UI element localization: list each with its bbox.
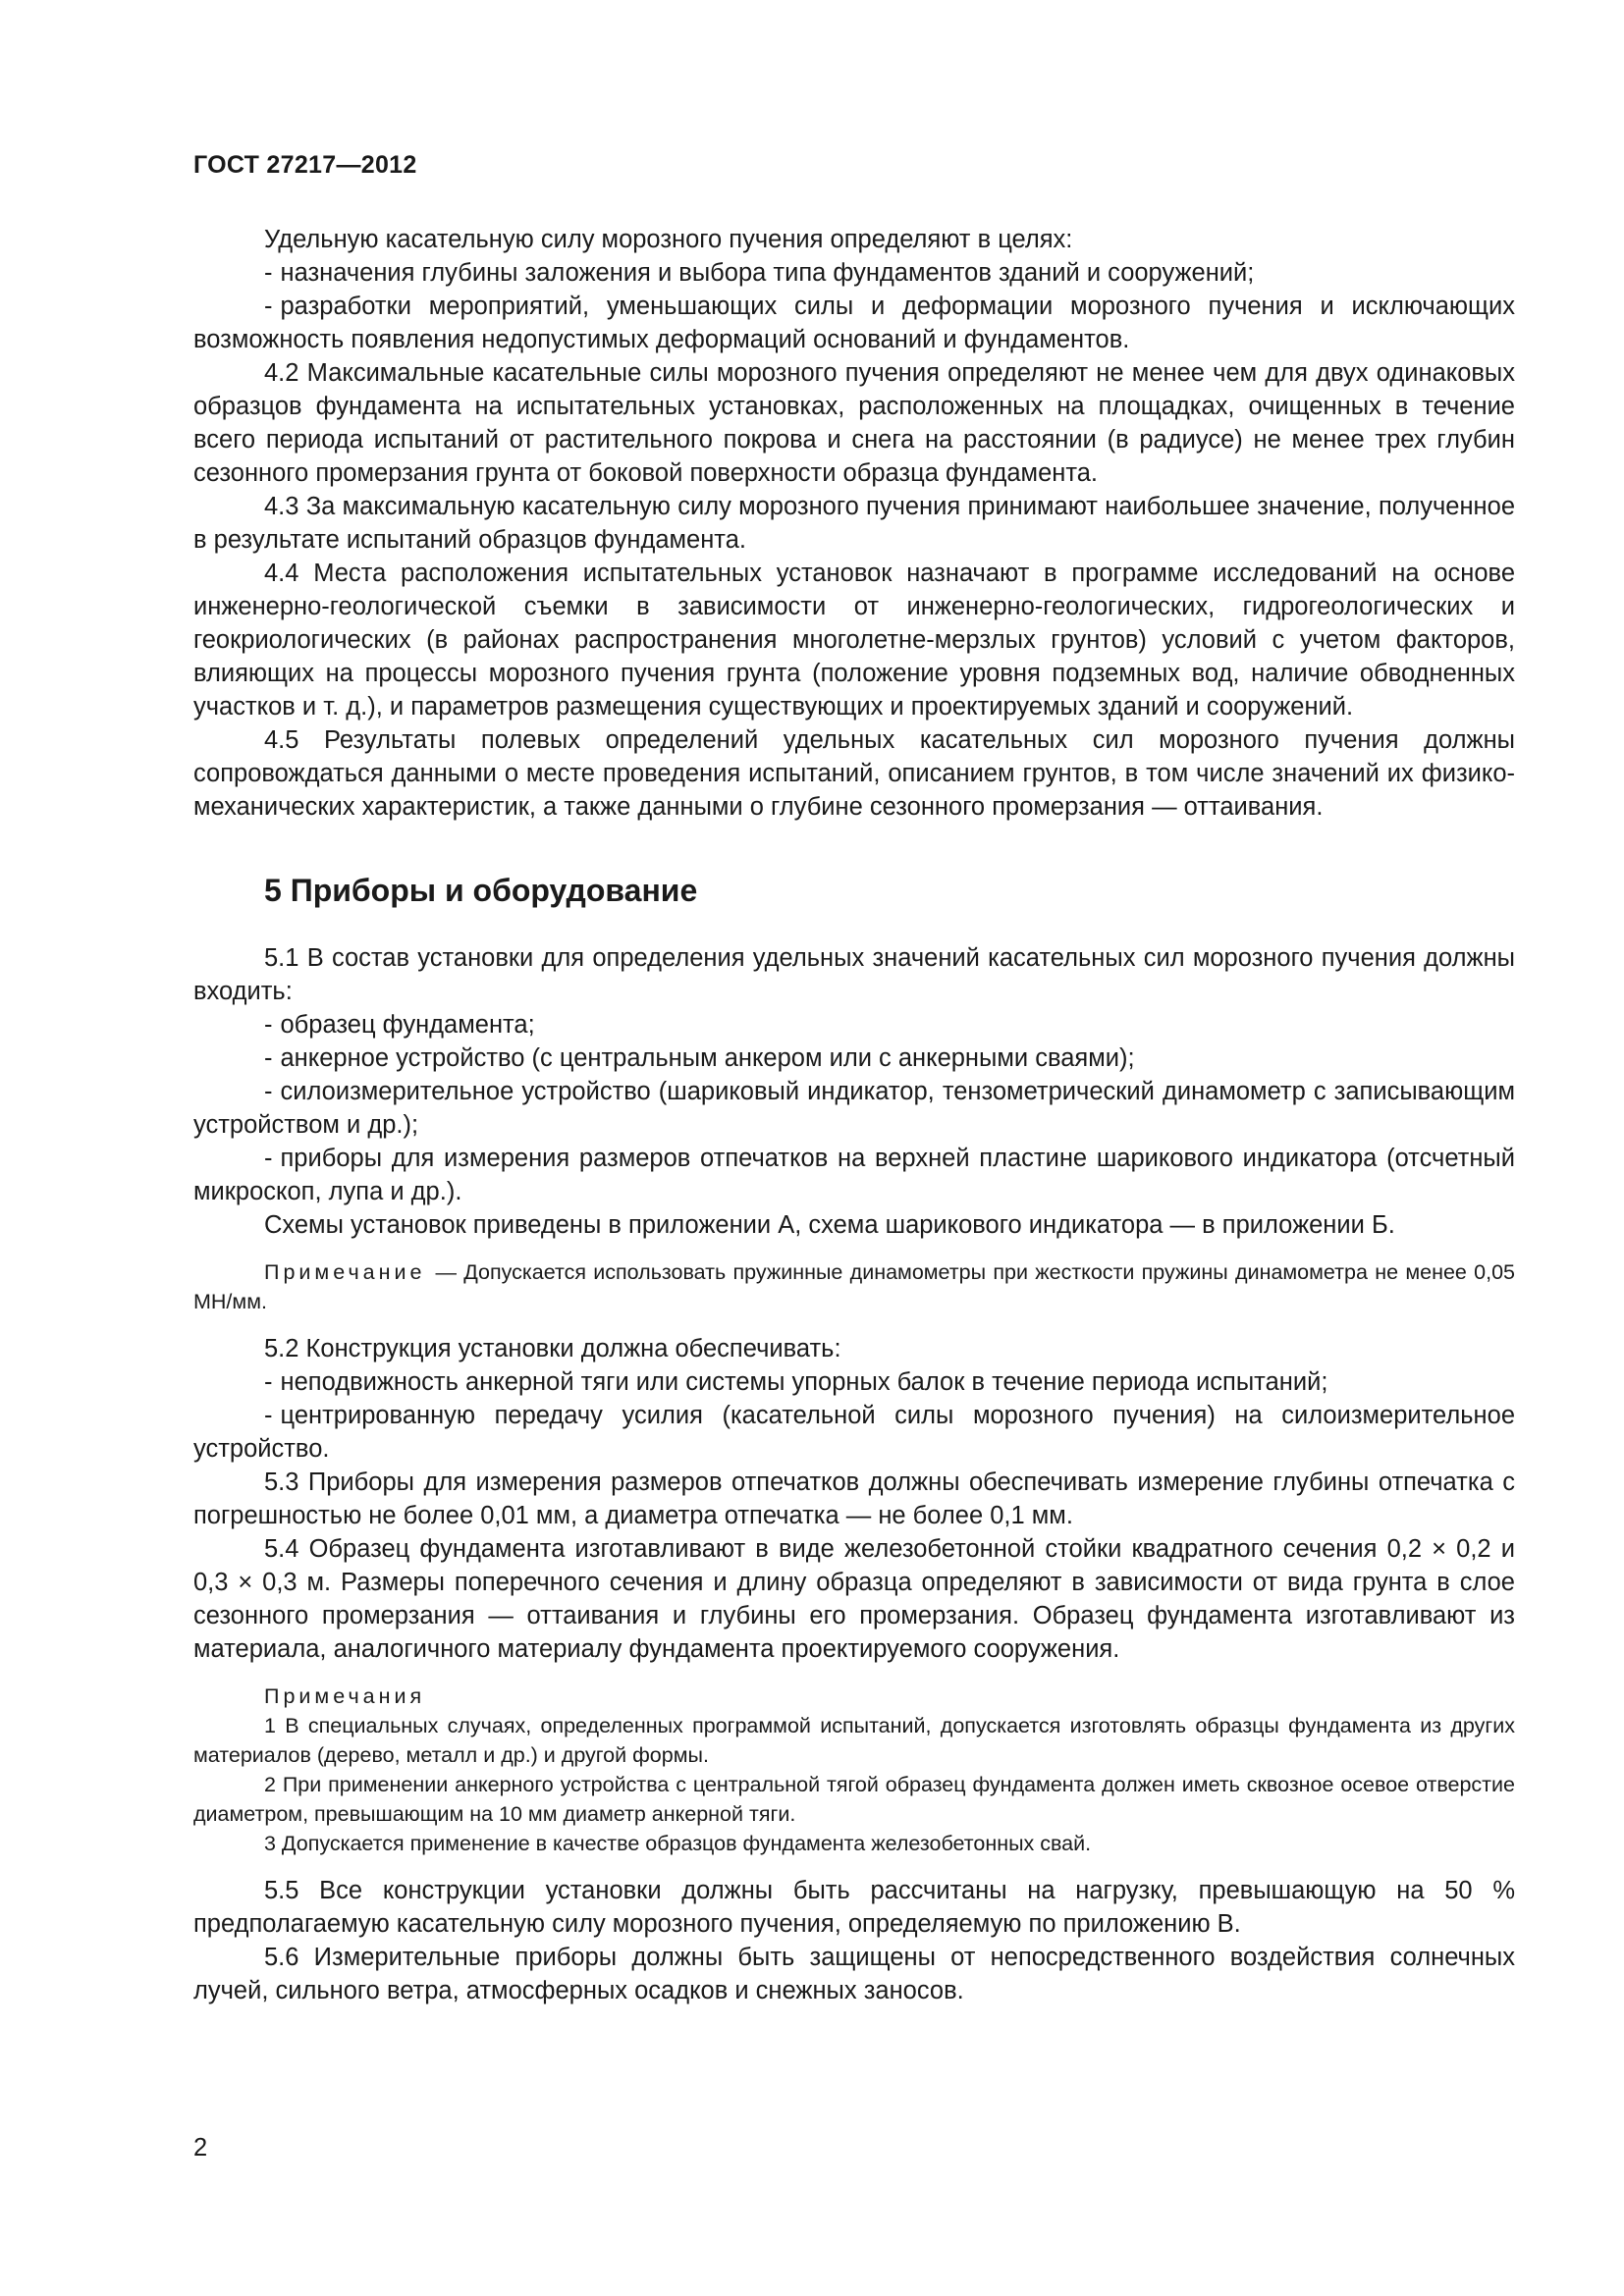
clause-4-2: 4.2 Максимальные касательные силы морозного пучения определяют не менее чем для двух одинаковых образцов фундамента на испытательных установках, расположенных на площадках, очищенных в течение всего периода испытаний от растительного покрова и снега на расстоянии (в радиусе) не менее трех глубин сезонного промерзания грунта от боковой поверхности образца фундамента. bbox=[193, 359, 1515, 487]
notes-label: Примечания bbox=[264, 1684, 426, 1708]
clause-5-2-lead: 5.2 Конструкция установки должна обеспечивать: bbox=[264, 1335, 841, 1362]
clause-4-3: 4.3 За максимальную касательную силу морозного пучения принимают наибольшее значение, полученное в результате испытаний образцов фундамента. bbox=[193, 493, 1515, 554]
intro-lead: Удельную касательную силу морозного пучения определяют в целях: bbox=[264, 226, 1073, 253]
clause-5-5: 5.5 Все конструкции установки должны быть рассчитаны на нагрузку, превышающую на 50 % предполагаемую касательную силу морозного пучения, определяемую по приложению В. bbox=[193, 1877, 1515, 1938]
clause-5-4: 5.4 Образец фундамента изготавливают в виде железобетонной стойки квадратного сечения 0,2 × 0,2 и 0,3 × 0,3 м. Размеры поперечного сечения и длину образца определяют в зависимости от вида грунта в слое сезонного промерзания — оттаивания и глубины его промерзания. Образец фундамента изготавливают из материала, аналогичного материалу фундамента проектируемого сооружения. bbox=[193, 1535, 1515, 1663]
page-number: 2 bbox=[193, 2134, 208, 2162]
list-item: - приборы для измерения размеров отпечатков на верхней пластине шарикового индикатора (отсчетный микроскоп, лупа и др.). bbox=[193, 1145, 1515, 1205]
clause-5-3: 5.3 Приборы для измерения размеров отпечатков должны обеспечивать измерение глубины отпечатка с погрешностью не более 0,01 мм, а диаметра отпечатка — не более 0,1 мм. bbox=[193, 1468, 1515, 1529]
list-item: - центрированную передачу усилия (касательной силы морозного пучения) на силоизмерительное устройство. bbox=[193, 1402, 1515, 1463]
page-content bbox=[193, 223, 1515, 2007]
note-item: 1 В специальных случаях, определенных программой испытаний, допускается изготовлять образцы фундамента из других материалов (дерево, металл и др.) и другой формы. bbox=[193, 1714, 1515, 1767]
section-5-title: 5 Приборы и оборудование bbox=[264, 873, 698, 908]
clause-4-4: 4.4 Места расположения испытательных установок назначают в программе исследований на основе инженерно-геологической съемки в зависимости от инженерно-геологических, гидрогеологических и геокриологических (в районах распространения многолетне-мерзлых грунтов) условий с учетом факторов, влияющих на процессы морозного пучения грунта (положение уровня подземных вод, наличие обводненных участков и т. д.), и параметров размещения существующих и проектируемых зданий и сооружений. bbox=[193, 560, 1515, 721]
list-item: - разработки мероприятий, уменьшающих силы и деформации морозного пучения и исключающих возможность появления недопустимых деформаций оснований и фундаментов. bbox=[193, 293, 1515, 353]
note-item: 3 Допускается применение в качестве образцов фундамента железобетонных свай. bbox=[264, 1832, 1092, 1855]
list-item: - назначения глубины заложения и выбора типа фундаментов зданий и сооружений; bbox=[264, 259, 1255, 287]
clause-4-5: 4.5 Результаты полевых определений удельных касательных сил морозного пучения должны сопровождаться данными о месте проведения испытаний, описанием грунтов, в том числе значений их физико-механических характеристик, а также данными о глубине сезонного промерзания — оттаивания. bbox=[193, 726, 1515, 821]
list-item: - образец фундамента; bbox=[264, 1011, 535, 1039]
note-text: — Допускается использовать пружинные динамометры при жесткости пружины динамометра не менее 0,05 МН/мм. bbox=[193, 1260, 1515, 1313]
list-item: - неподвижность анкерной тяги или системы упорных балок в течение периода испытаний; bbox=[264, 1368, 1328, 1396]
document-code: ГОСТ 27217—2012 bbox=[193, 151, 417, 179]
list-item: - анкерное устройство (с центральным анкером или с анкерными сваями); bbox=[264, 1044, 1135, 1072]
clause-5-1-tail: Схемы установок приведены в приложении А, схема шарикового индикатора — в приложении Б. bbox=[264, 1211, 1395, 1239]
clause-5-6: 5.6 Измерительные приборы должны быть защищены от непосредственного воздействия солнечных лучей, сильного ветра, атмосферных осадков и снежных заносов. bbox=[193, 1944, 1515, 2004]
note-label: Примечание bbox=[264, 1260, 426, 1284]
note-item: 2 При применении анкерного устройства с центральной тягой образец фундамента должен иметь сквозное осевое отверстие диаметром, превышающим на 10 мм диаметр анкерной тяги. bbox=[193, 1773, 1515, 1826]
list-item: - силоизмерительное устройство (шариковый индикатор, тензометрический динамометр с записывающим устройством и др.); bbox=[193, 1078, 1515, 1139]
note-block bbox=[193, 1257, 1515, 1316]
clause-5-1-lead: 5.1 В состав установки для определения удельных значений касательных сил морозного пучения должны входить: bbox=[193, 944, 1515, 1005]
notes-block bbox=[193, 1682, 1515, 1858]
